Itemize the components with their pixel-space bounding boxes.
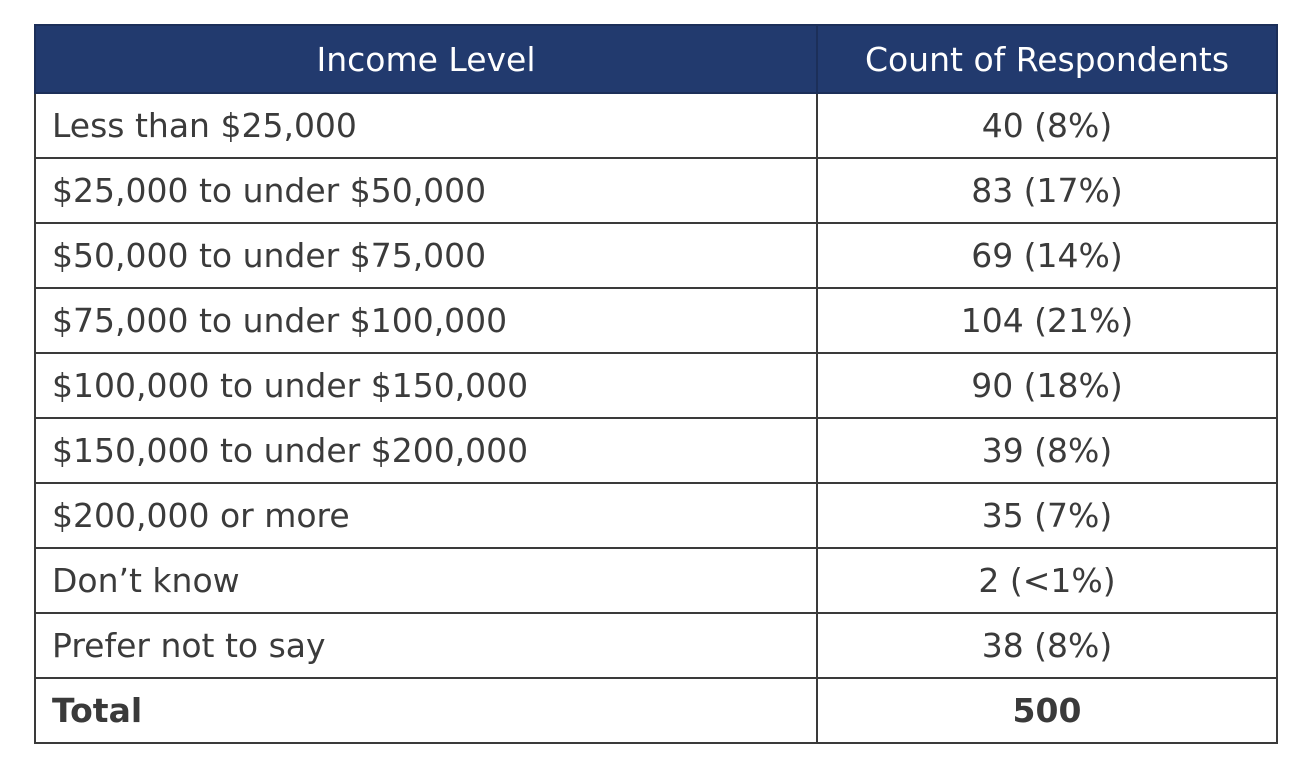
table-row bbox=[35, 158, 1277, 223]
table-row bbox=[35, 353, 1277, 418]
header-income-level: Income Level bbox=[35, 25, 817, 93]
total-row bbox=[35, 678, 1277, 743]
income-level-cell: $150,000 to under $200,000 bbox=[35, 418, 817, 483]
income-level-cell: $50,000 to under $75,000 bbox=[35, 223, 817, 288]
respondent-count-cell: 69 (14%) bbox=[817, 223, 1277, 288]
total-label: Total bbox=[35, 678, 817, 743]
income-level-cell: Don’t know bbox=[35, 548, 817, 613]
table-row bbox=[35, 483, 1277, 548]
table-row bbox=[35, 288, 1277, 353]
respondent-count-cell: 2 (<1%) bbox=[817, 548, 1277, 613]
table-row bbox=[35, 548, 1277, 613]
income-level-cell: Less than $25,000 bbox=[35, 93, 817, 158]
income-level-cell: $25,000 to under $50,000 bbox=[35, 158, 817, 223]
respondent-count-cell: 39 (8%) bbox=[817, 418, 1277, 483]
table-row bbox=[35, 613, 1277, 678]
income-level-table bbox=[34, 24, 1278, 744]
income-level-cell: $75,000 to under $100,000 bbox=[35, 288, 817, 353]
income-level-cell: Prefer not to say bbox=[35, 613, 817, 678]
respondent-count-cell: 35 (7%) bbox=[817, 483, 1277, 548]
table-row bbox=[35, 93, 1277, 158]
respondent-count-cell: 40 (8%) bbox=[817, 93, 1277, 158]
table-row bbox=[35, 223, 1277, 288]
header-count-of-respondents: Count of Respondents bbox=[817, 25, 1277, 93]
table-body bbox=[35, 93, 1277, 743]
respondent-count-cell: 90 (18%) bbox=[817, 353, 1277, 418]
respondent-count-cell: 104 (21%) bbox=[817, 288, 1277, 353]
header-row bbox=[35, 25, 1277, 93]
respondent-count-cell: 38 (8%) bbox=[817, 613, 1277, 678]
respondent-count-cell: 83 (17%) bbox=[817, 158, 1277, 223]
table-row bbox=[35, 418, 1277, 483]
income-level-cell: $200,000 or more bbox=[35, 483, 817, 548]
income-level-cell: $100,000 to under $150,000 bbox=[35, 353, 817, 418]
table-header bbox=[35, 25, 1277, 93]
total-value: 500 bbox=[817, 678, 1277, 743]
